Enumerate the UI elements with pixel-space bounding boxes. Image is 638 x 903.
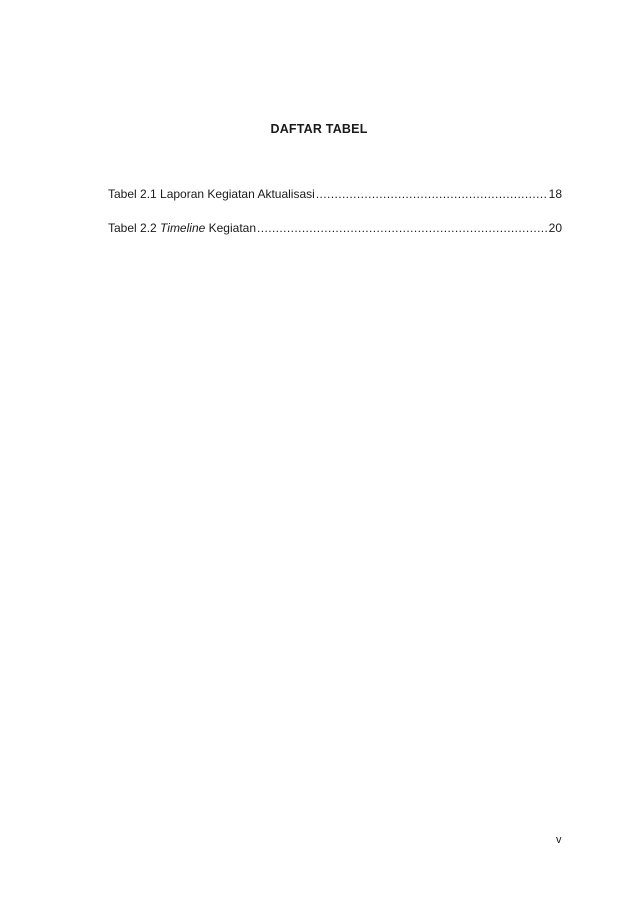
table-of-tables bbox=[108, 186, 562, 254]
toc-entry-tabel-2-2[interactable] bbox=[108, 220, 562, 254]
dot-leader bbox=[257, 220, 548, 236]
toc-entry-page: 20 bbox=[548, 221, 562, 235]
toc-entry-label: Tabel 2.1 Laporan Kegiatan Aktualisasi bbox=[108, 187, 315, 201]
page-number: v bbox=[556, 834, 562, 846]
toc-entry-page: 18 bbox=[548, 187, 562, 201]
page-title: DAFTAR TABEL bbox=[270, 122, 368, 136]
toc-entry-label: Tabel 2.2 Timeline Kegiatan bbox=[108, 221, 257, 235]
toc-entry-tabel-2-1[interactable] bbox=[108, 186, 562, 220]
dot-leader bbox=[316, 186, 548, 202]
